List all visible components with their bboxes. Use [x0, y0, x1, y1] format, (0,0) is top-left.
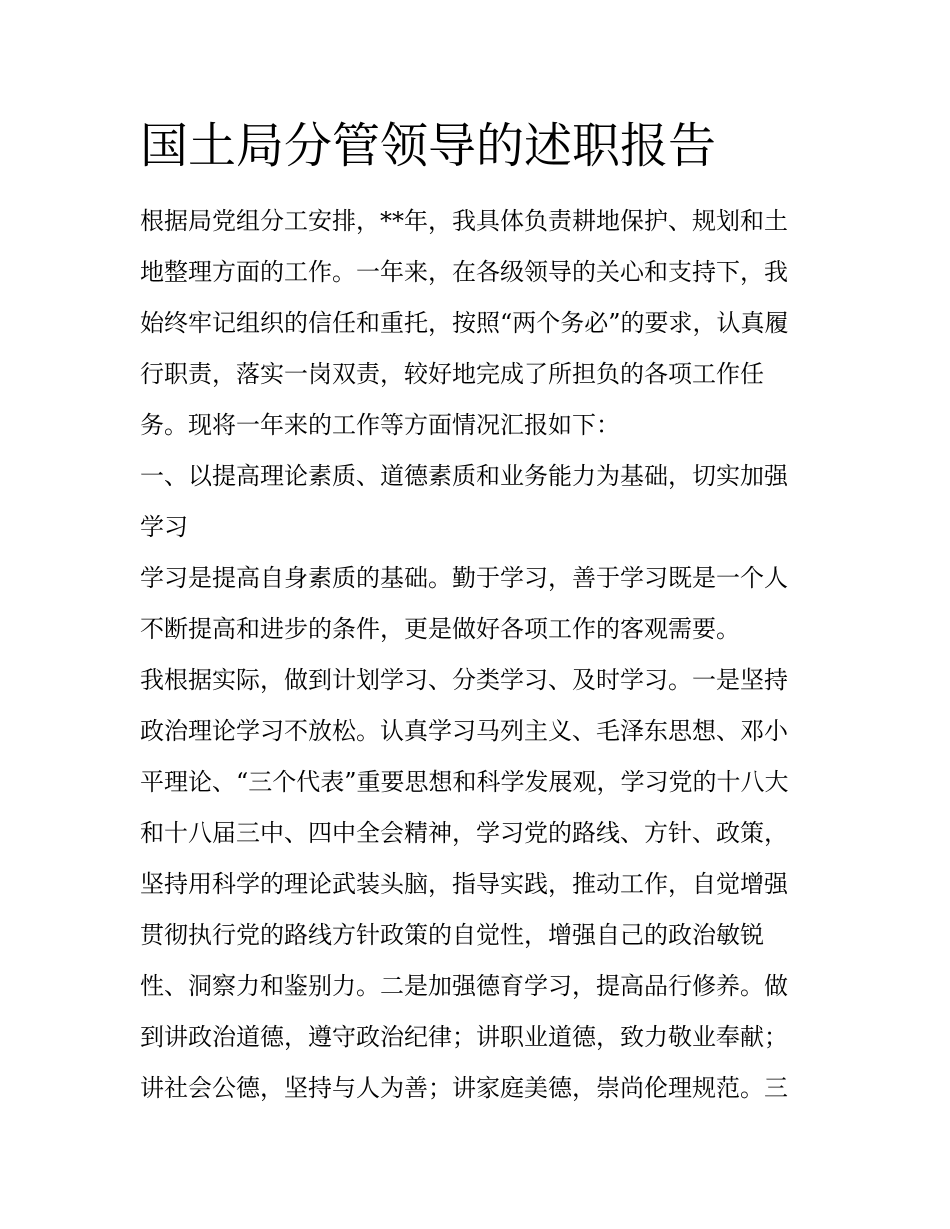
body-line-13: 和十八届三中、四中全会精神，学习党的路线、方针、政策，: [140, 819, 788, 847]
body-line-4: 行职责，落实一岗双责，较好地完成了所担负的各项工作任: [140, 360, 764, 388]
body-line-1: 根据局党组分工安排，**年，我具体负责耕地保护、规划和土: [140, 207, 788, 235]
body-line-12: 平理论、“三个代表”重要思想和科学发展观，学习党的十八大: [140, 768, 789, 796]
body-line-18: 讲社会公德，坚持与人为善；讲家庭美德，崇尚伦理规范。三: [140, 1074, 788, 1102]
body-line-2: 地整理方面的工作。一年来，在各级领导的关心和支持下，我: [140, 258, 788, 286]
document-title: 国土局分管领导的述职报告: [140, 118, 717, 174]
body-line-15: 贯彻执行党的路线方针政策的自觉性，增强自己的政治敏锐: [140, 921, 764, 949]
body-line-3: 始终牢记组织的信任和重托，按照“两个务必”的要求，认真履: [140, 309, 789, 337]
body-line-8: 学习是提高自身素质的基础。勤于学习，善于学习既是一个人: [140, 564, 788, 592]
body-line-11: 政治理论学习不放松。认真学习马列主义、毛泽东思想、邓小: [140, 717, 788, 745]
section-heading-line-1: 一、以提高理论素质、道德素质和业务能力为基础，切实加强: [140, 462, 788, 490]
body-line-16: 性、洞察力和鉴别力。二是加强德育学习，提高品行修养。做: [140, 972, 788, 1000]
body-line-9: 不断提高和进步的条件，更是做好各项工作的客观需要。: [140, 615, 740, 643]
body-line-5: 务。现将一年来的工作等方面情况汇报如下：: [140, 411, 620, 439]
body-line-10: 我根据实际，做到计划学习、分类学习、及时学习。一是坚持: [140, 666, 788, 694]
body-line-14: 坚持用科学的理论武装头脑，指导实践，推动工作，自觉增强: [140, 870, 788, 898]
body-line-17: 到讲政治道德，遵守政治纪律；讲职业道德，致力敬业奉献；: [140, 1023, 788, 1051]
section-heading-line-2: 学习: [140, 513, 188, 541]
